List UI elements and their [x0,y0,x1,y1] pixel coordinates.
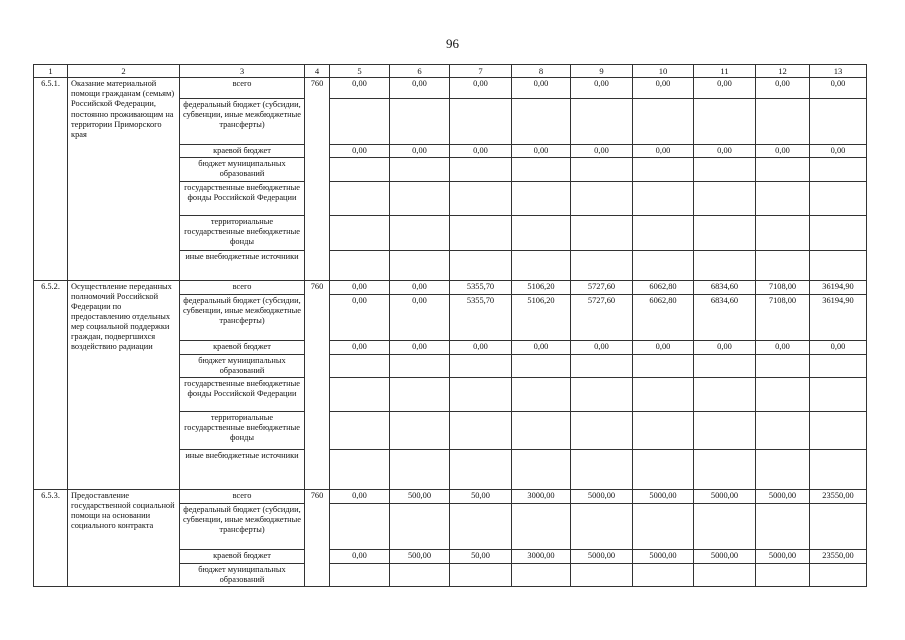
value-cell: 5106,20 [512,294,571,340]
value-cell: 0,00 [810,145,867,158]
source-federal: федеральный бюджет (субсидии, субвенции, иные межбюджетные трансферты) [180,294,305,340]
column-number: 5 [330,65,390,78]
column-number: 12 [756,65,810,78]
source-total: всего [180,78,305,99]
column-number: 4 [305,65,330,78]
column-4-value: 760 [305,78,330,280]
row-code: 6.5.3. [34,489,68,586]
value-cell [694,503,756,549]
value-cell: 23550,00 [810,549,867,563]
row-code: 6.5.1. [34,78,68,280]
value-cell: 3000,00 [512,549,571,563]
value-cell: 0,00 [633,340,694,354]
value-cell: 0,00 [694,78,756,99]
value-cell: 36194,90 [810,280,867,294]
value-cell [571,99,633,145]
value-cell: 5000,00 [571,489,633,503]
value-cell: 0,00 [810,340,867,354]
value-cell [330,503,390,549]
page-number: 96 [446,36,459,51]
value-cell: 0,00 [330,294,390,340]
value-cell: 0,00 [390,294,450,340]
value-cell: 0,00 [330,280,390,294]
value-cell: 0,00 [512,340,571,354]
table-row [34,280,867,294]
value-cell: 0,00 [694,340,756,354]
column-number: 9 [571,65,633,78]
value-cell: 0,00 [810,78,867,99]
value-cell [756,99,810,145]
column-number: 1 [34,65,68,78]
source-territorial-funds: территориальные государственные внебюджетные фонды [180,215,305,250]
value-cell: 0,00 [330,489,390,503]
value-cell [810,503,867,549]
value-cell: 5106,20 [512,280,571,294]
value-cell: 0,00 [450,340,512,354]
source-total: всего [180,280,305,294]
value-cell: 5000,00 [633,489,694,503]
table-row [34,78,867,99]
source-other: иные внебюджетные источники [180,250,305,280]
value-cell [450,503,512,549]
value-cell [512,99,571,145]
source-state-funds: государственные внебюджетные фонды Российской Федерации [180,181,305,215]
value-cell: 6834,60 [694,294,756,340]
value-cell [810,99,867,145]
source-regional: краевой бюджет [180,145,305,158]
column-number: 6 [390,65,450,78]
budget-table [33,64,867,587]
value-cell: 0,00 [571,145,633,158]
value-cell: 0,00 [390,280,450,294]
value-cell [450,99,512,145]
value-cell: 0,00 [330,340,390,354]
value-cell: 36194,90 [810,294,867,340]
column-number: 2 [68,65,180,78]
column-number: 13 [810,65,867,78]
source-federal: федеральный бюджет (субсидии, субвенции, иные межбюджетные трансферты) [180,99,305,145]
value-cell: 6834,60 [694,280,756,294]
value-cell: 0,00 [633,145,694,158]
source-state-funds: государственные внебюджетные фонды Российской Федерации [180,377,305,411]
column-4-value: 760 [305,489,330,586]
source-regional: краевой бюджет [180,549,305,563]
value-cell [633,503,694,549]
row-code: 6.5.2. [34,280,68,489]
source-municipal: бюджет муниципальных образований [180,563,305,586]
source-territorial-funds: территориальные государственные внебюджетные фонды [180,411,305,449]
value-cell [694,99,756,145]
value-cell: 5727,60 [571,294,633,340]
source-municipal: бюджет муниципальных образований [180,158,305,181]
value-cell: 0,00 [450,78,512,99]
source-regional: краевой бюджет [180,340,305,354]
table-row [34,489,867,503]
value-cell: 0,00 [756,145,810,158]
value-cell: 7108,00 [756,280,810,294]
value-cell: 3000,00 [512,489,571,503]
value-cell: 50,00 [450,489,512,503]
value-cell: 23550,00 [810,489,867,503]
value-cell: 0,00 [450,145,512,158]
value-cell: 0,00 [330,549,390,563]
value-cell: 5000,00 [756,549,810,563]
row-description: Оказание материальной помощи гражданам (семьям) Российской Федерации, постоянно проживающим на территории Приморского края [68,78,180,280]
source-federal: федеральный бюджет (субсидии, субвенции, иные межбюджетные трансферты) [180,503,305,549]
value-cell [390,99,450,145]
row-description: Предоставление государственной социальной помощи на основании социального контракта [68,489,180,586]
value-cell: 5000,00 [756,489,810,503]
value-cell: 0,00 [694,145,756,158]
value-cell: 7108,00 [756,294,810,340]
value-cell: 5000,00 [694,489,756,503]
source-municipal: бюджет муниципальных образований [180,354,305,377]
value-cell: 0,00 [512,78,571,99]
value-cell [390,503,450,549]
value-cell [756,503,810,549]
value-cell: 0,00 [633,78,694,99]
value-cell: 0,00 [330,145,390,158]
column-number: 8 [512,65,571,78]
value-cell: 500,00 [390,549,450,563]
value-cell: 5000,00 [571,549,633,563]
column-number: 7 [450,65,512,78]
value-cell [512,503,571,549]
value-cell: 5727,60 [571,280,633,294]
value-cell [633,99,694,145]
column-number: 10 [633,65,694,78]
value-cell: 6062,80 [633,294,694,340]
value-cell: 50,00 [450,549,512,563]
value-cell: 0,00 [512,145,571,158]
value-cell: 5355,70 [450,280,512,294]
value-cell: 0,00 [571,340,633,354]
value-cell: 0,00 [756,340,810,354]
value-cell: 0,00 [756,78,810,99]
value-cell [571,503,633,549]
source-total: всего [180,489,305,503]
value-cell: 0,00 [390,78,450,99]
value-cell: 0,00 [390,145,450,158]
value-cell [330,99,390,145]
value-cell: 6062,80 [633,280,694,294]
value-cell: 0,00 [390,340,450,354]
value-cell: 500,00 [390,489,450,503]
value-cell: 0,00 [330,78,390,99]
column-number: 3 [180,65,305,78]
column-number: 11 [694,65,756,78]
column-number-row [34,65,867,78]
value-cell: 0,00 [571,78,633,99]
row-description: Осуществление переданных полномочий Российской Федерации по предоставлению отдельных мер социальной поддержки граждан, подвергшихся воздействию радиации [68,280,180,489]
column-4-value: 760 [305,280,330,489]
value-cell: 5000,00 [694,549,756,563]
value-cell: 5355,70 [450,294,512,340]
source-other: иные внебюджетные источники [180,449,305,489]
value-cell: 5000,00 [633,549,694,563]
